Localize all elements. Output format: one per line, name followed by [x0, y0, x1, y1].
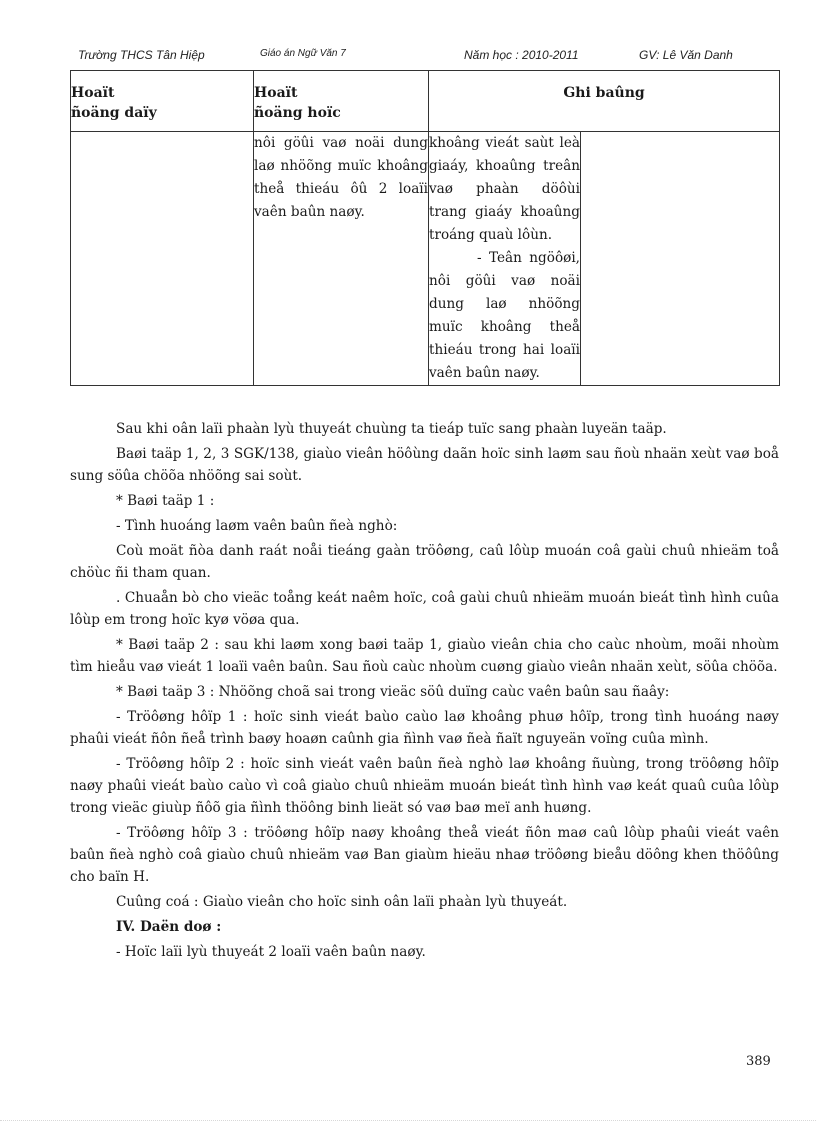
student-activity-text: nôi göûi vaø noäi dung laø nhöõng muïc khoâng theå thieáu ôû 2 loaïi vaên baûn naøy.: [254, 135, 428, 220]
exercise-3-heading: * Baøi taäp 3 : Nhöõng choã sai trong vieäc söû duïng caùc vaên baûn sau ñaây:: [116, 684, 670, 700]
exercise-1-situation-b: . Chuaån bò cho vieäc toång keát naêm hoïc, coâ gaùi chuû nhieäm muoán bieát tình hình cuûa lôùp em trong hoïc kyø vöøa qua.: [70, 590, 779, 628]
exercise-3-case-3: - Tröôøng hôïp 3 : tröôøng hôïp naøy khoâng theå vieát ñôn maø caû lôùp phaûi vieát vaên baûn ñeà nghò coâ giaùo chuû nhieäm vaø Ban giaùm hieäu nhaø tröôøng bieåu döông khen thöôûng cho baïn H.: [70, 825, 779, 885]
page-header: [78, 48, 778, 68]
exercise-3-case-2: - Tröôøng hôïp 2 : hoïc sinh vieát vaên baûn ñeà nghò laø khoâng ñuùng, trong tröôøng hôïp naøy phaûi vieát baùo caùo vì coâ giaùo chuû nhieäm muoán bieát tình hình vaø keát quaû cuûa lôùp trong vieäc giuùp ñôõ gia ñình thöông binh lieät só vaø baø meï anh huøng.: [70, 756, 779, 816]
section-homework-heading: IV. Daën doø :: [116, 919, 222, 935]
cell-student-activity: [254, 132, 429, 386]
exercise-1-situation-a: Coù moät ñòa danh raát noåi tieáng gaàn tröôøng, caû lôùp muoán coâ gaùi chuû nhieäm toå chöùc ñi tham quan.: [70, 543, 779, 581]
header-school: Trường THCS Tân Hiệp: [78, 48, 205, 62]
header-teacher: GV: Lê Văn Danh: [639, 48, 733, 62]
board-notes-text-2: - Teân ngöôøi, nôi göûi vaø noäi dung laø nhöõng muïc khoâng theå thieáu trong hai loaïi vaên baûn naøy.: [429, 250, 580, 381]
header-student-activity: Hoaït ñoäng hoïc: [254, 71, 429, 132]
exercise-1-situation: - Tình huoáng laøm vaên baûn ñeà nghò:: [116, 518, 398, 534]
header-board-notes: Ghi baûng: [429, 71, 780, 132]
paragraph-intro: Sau khi oân laïi phaàn lyù thuyeát chuùng ta tieáp tuïc sang phaàn luyeän taäp.: [116, 421, 667, 437]
board-notes-text-1: khoâng vieát saùt leà giaáy, khoaûng treân vaø phaàn döôùi trang giaáy khoaûng troáng quaù lôùn.: [429, 135, 580, 243]
lesson-body: [70, 418, 779, 966]
table-row: [71, 132, 780, 386]
cell-teacher-activity: [71, 132, 254, 386]
exercise-3-case-1: - Tröôøng hôïp 1 : hoïc sinh vieát baùo caùo laø khoâng phuø hôïp, trong tình huoáng naøy phaûi vieát ñôn ñeå trình baøy hoaøn caûnh gia ñình vaø ñeà ñaït nguyeän voïng cuûa mình.: [70, 709, 779, 747]
homework-item: - Hoïc laïi lyù thuyeát 2 loaïi vaên baûn naøy.: [116, 944, 426, 960]
header-subject: Giáo án Ngữ Văn 7: [260, 48, 346, 59]
consolidation: Cuûng coá : Giaùo vieân cho hoïc sinh oân laïi phaàn lyù thuyeát.: [116, 894, 568, 910]
table-header-row: [71, 71, 780, 132]
header-teacher-activity: Hoaït ñoäng daïy: [71, 71, 254, 132]
paragraph-exercises: Baøi taäp 1, 2, 3 SGK/138, giaùo vieân höôùng daãn hoïc sinh laøm sau ñoù nhaän xeùt vaø boå sung söûa chöõa nhöõng sai soùt.: [70, 446, 779, 484]
header-school-year: Năm học : 2010-2011: [464, 48, 579, 62]
exercise-1-heading: * Baøi taäp 1 :: [116, 493, 215, 509]
lesson-table: [70, 70, 780, 386]
cell-board-notes: [429, 132, 581, 386]
exercise-2: * Baøi taäp 2 : sau khi laøm xong baøi taäp 1, giaùo vieân chia cho caùc nhoùm, moãi nhoùm tìm hieåu vaø vieát 1 loaïi vaên baûn. Sau ñoù caùc nhoùm cuøng giaùo vieân nhaän xeùt, söûa chöõa.: [70, 637, 779, 675]
page-bottom-divider: [0, 1120, 816, 1121]
page-number: 389: [746, 1054, 771, 1069]
cell-empty: [581, 132, 780, 386]
